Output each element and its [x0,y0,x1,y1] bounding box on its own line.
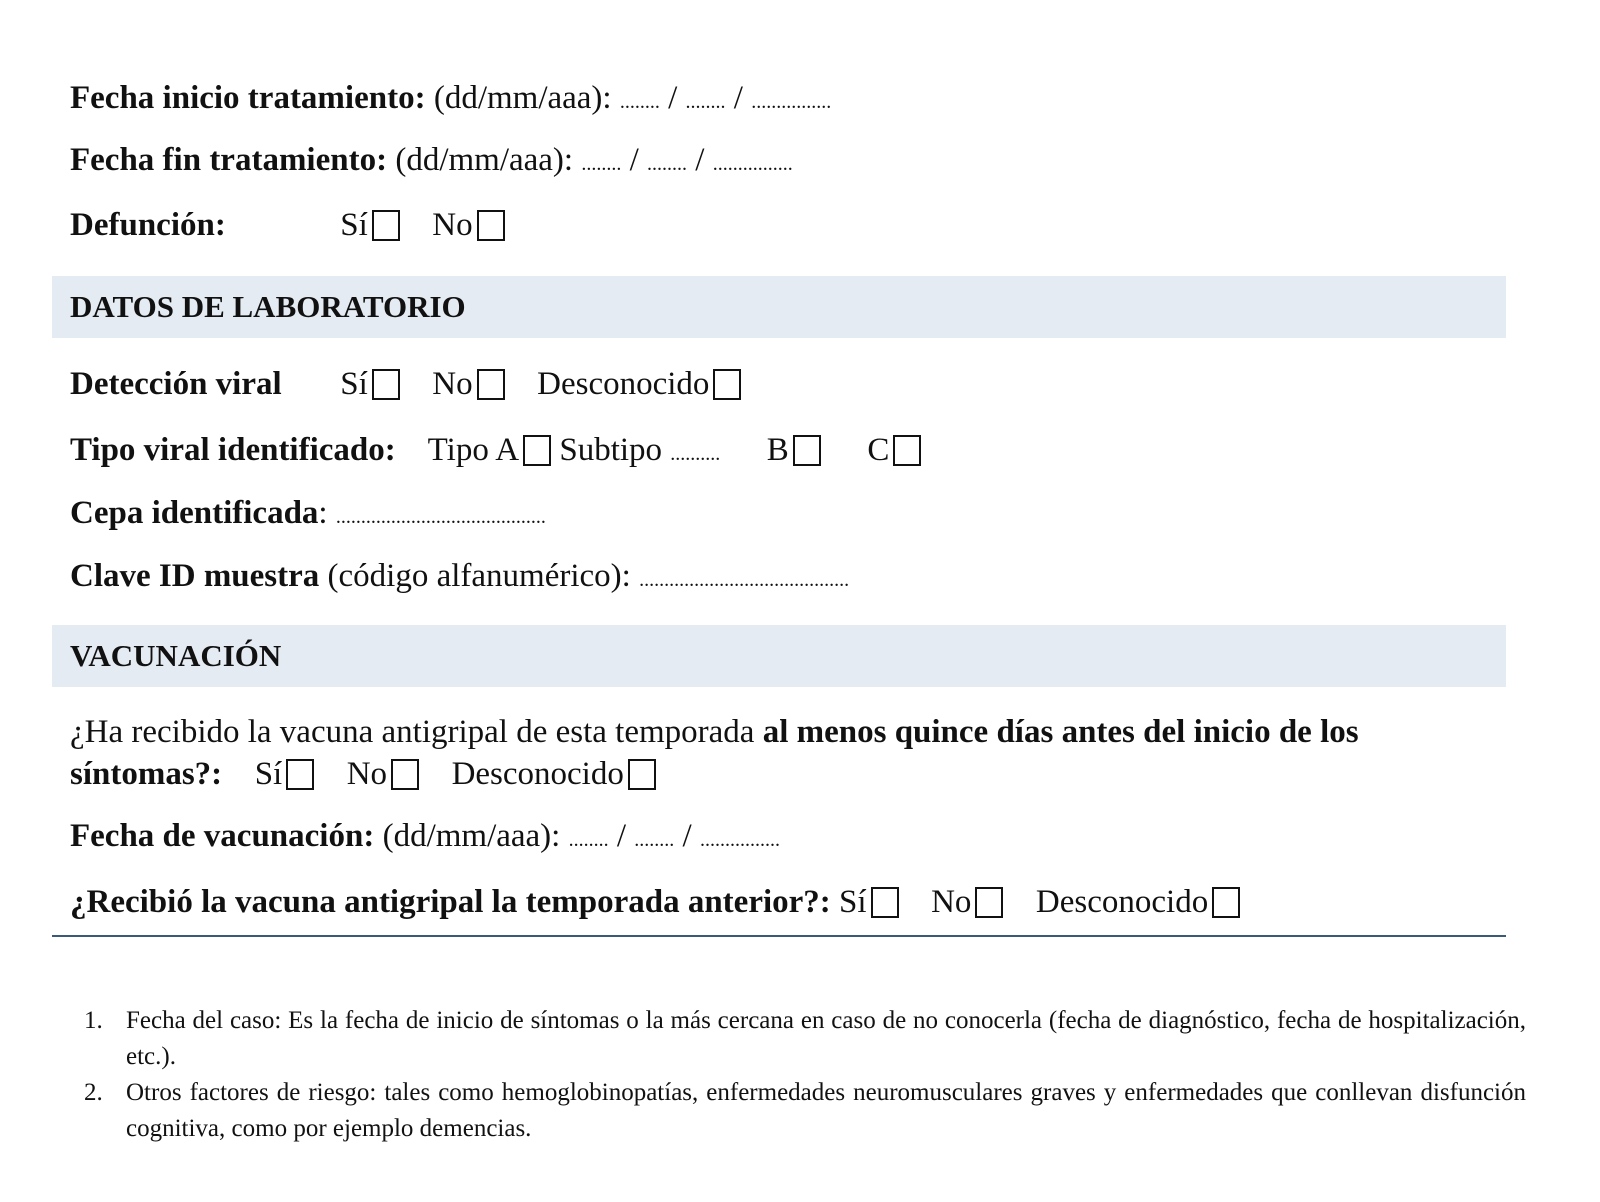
previous-unknown-checkbox[interactable] [1212,887,1240,918]
viral-type-label: Tipo viral identificado: [70,432,396,468]
date-day-field[interactable]: ........ [619,91,660,113]
date-year-field[interactable]: ................ [751,91,832,113]
vaccination-date-format: (dd/mm/aaa): [382,818,561,854]
previous-no-checkbox[interactable] [975,887,1003,918]
previous-unknown-label: Desconocido [1035,884,1209,920]
footnote-text: Fecha del caso: Es la fecha de inicio de síntomas o la más cercana en caso de no conocerla (fecha de diagnóstico, fecha de hospitalización, etc.). [126,1007,1526,1070]
strain-colon: : [318,495,328,531]
vaccination-no-checkbox[interactable] [391,759,419,790]
type-b-checkbox[interactable] [793,435,821,466]
vaccination-section-header [52,625,1506,687]
section-divider [52,935,1506,937]
date-slash: / [629,142,639,178]
date-year-field[interactable]: ................ [712,153,793,175]
viral-detection-no-checkbox[interactable] [477,369,505,400]
footnote-text: Otros factores de riesgo: tales como hemoglobinopatías, enfermedades neuromusculares graves y enfermedades que conllevan disfunción cognitiva, como por ejemplo demencias. [126,1079,1526,1142]
previous-season-row [70,882,1538,922]
type-b-label: B [766,432,789,468]
vaccination-question-line1 [70,712,1538,752]
type-a-label: Tipo A [427,432,520,468]
lab-section-header [52,276,1506,338]
treatment-start-label: Fecha inicio tratamiento: [70,80,426,116]
vaccination-date-label: Fecha de vacunación: [70,818,375,854]
viral-detection-label: Detección viral [70,366,282,402]
footnotes [84,1003,1526,1147]
death-no-checkbox[interactable] [477,210,505,241]
subtype-field[interactable]: .......... [670,443,721,465]
vaccination-question-emphasis: al menos quince días antes del inicio de los [762,714,1359,750]
date-slash: / [616,818,627,854]
death-yes-label: Sí [340,207,368,243]
treatment-end-row [70,140,1538,184]
date-month-field[interactable]: ........ [634,829,675,851]
date-month-field[interactable]: ........ [647,153,688,175]
previous-season-label: ¿Recibió la vacuna antigripal la temporada anterior?: [70,884,831,920]
footnote-item [84,1075,1526,1147]
vaccination-date-row [70,816,1538,860]
death-row [70,205,1538,245]
death-label: Defunción: [70,207,226,243]
viral-detection-unknown-label: Desconocido [537,366,710,402]
date-day-field[interactable]: ........ [568,829,609,851]
date-day-field[interactable]: ........ [581,153,622,175]
vaccination-section-title: VACUNACIÓN [70,638,282,673]
vaccination-question-text: ¿Ha recibido la vacuna antigripal de esta temporada [70,714,755,750]
death-yes-checkbox[interactable] [372,210,400,241]
previous-yes-label: Sí [839,884,867,920]
vaccination-unknown-label: Desconocido [451,756,624,792]
viral-detection-row [70,364,1538,404]
lab-section-title: DATOS DE LABORATORIO [70,289,466,324]
date-month-field[interactable]: ........ [685,91,726,113]
date-slash: / [733,80,743,116]
strain-label: Cepa identificada [70,495,319,531]
footnote-item [84,1003,1526,1075]
viral-detection-unknown-checkbox[interactable] [713,369,741,400]
date-slash: / [695,142,705,178]
vaccination-yes-label: Sí [254,756,283,792]
date-slash: / [668,80,678,116]
treatment-end-format: (dd/mm/aaa): [395,142,574,178]
sample-id-row [70,556,1538,600]
previous-no-label: No [931,884,972,920]
vaccination-unknown-checkbox[interactable] [628,759,656,790]
death-no-label: No [432,207,473,243]
vaccination-question-emphasis-end: síntomas?: [70,756,223,792]
vaccination-question-line2 [70,754,1538,794]
type-c-checkbox[interactable] [893,435,921,466]
date-slash: / [682,818,692,854]
subtype-label: Subtipo [559,432,663,468]
vaccination-yes-checkbox[interactable] [286,759,314,790]
sample-id-note: (código alfanumérico): [327,558,631,594]
type-a-checkbox[interactable] [523,435,551,466]
viral-detection-no-label: No [432,366,473,402]
date-year-field[interactable]: ................ [699,829,780,851]
vaccination-no-label: No [346,756,388,792]
treatment-start-row [70,78,1538,122]
sample-id-label: Clave ID muestra [70,558,320,594]
footnote-number: 1. [84,1007,103,1034]
previous-yes-checkbox[interactable] [871,887,899,918]
treatment-end-label: Fecha fin tratamiento: [70,142,388,178]
sample-id-field[interactable]: .......................................... [639,569,850,591]
viral-detection-yes-checkbox[interactable] [372,369,400,400]
strain-row [70,493,1538,537]
footnote-number: 2. [84,1079,103,1106]
viral-type-row [70,430,1538,474]
viral-detection-yes-label: Sí [340,366,368,402]
treatment-start-format: (dd/mm/aaa): [433,80,612,116]
strain-field[interactable]: .......................................... [335,506,546,528]
type-c-label: C [867,432,890,468]
